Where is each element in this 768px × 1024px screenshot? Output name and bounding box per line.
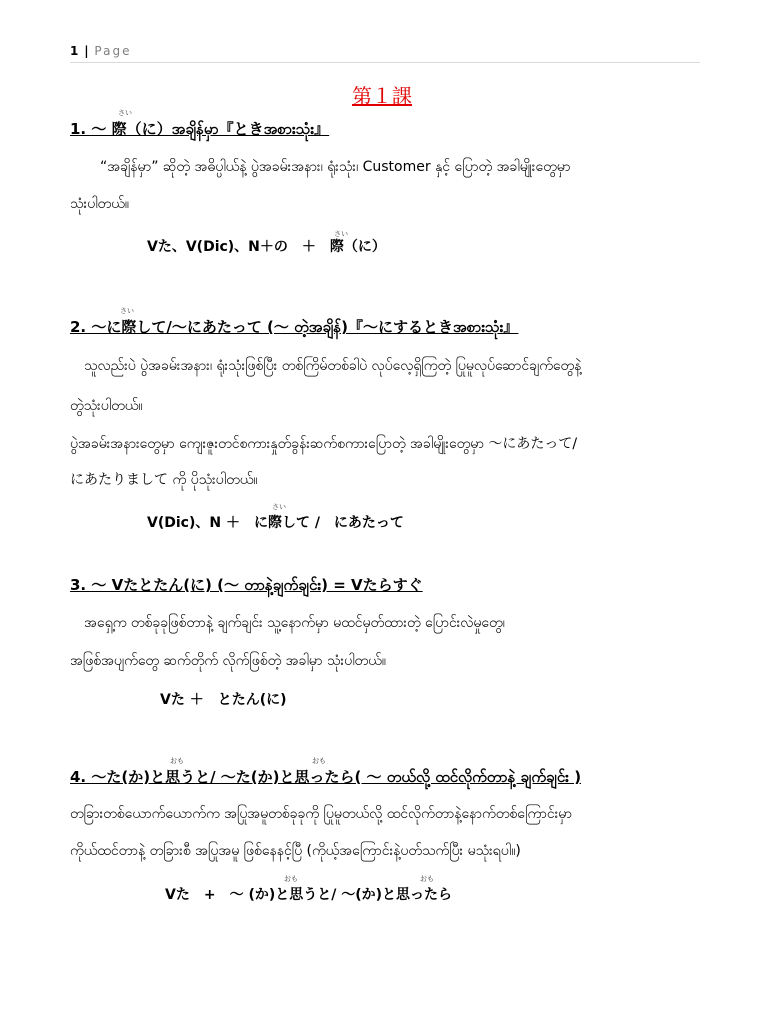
section-body-line: အရှေ့က တစ်ခုခုဖြစ်တာနဲ့ ချက်ချင်း သူ့နောက်မှာ မထင်မှတ်ထားတဲ့ ပြောင်းလဲမှုတွေ၊ bbox=[84, 615, 505, 631]
section-body-line: “အချိန်မှာ” ဆိုတဲ့ အဓိပ္ပါယ်နဲ့ ပွဲအခမ်းအနား၊ ရုံးသုံး၊ Customer နှင့် ပြောတဲ့ အခါမျိုးတွေမှာ bbox=[100, 159, 571, 175]
page-word: Page bbox=[94, 44, 132, 58]
section-heading: 4. 〜た(か)と思うと/ 〜た(か)と思ったら( 〜 တယ်လို့ ထင်လိုက်တာနဲ့ ချက်ချင်း ) bbox=[70, 768, 582, 786]
furigana: おも bbox=[284, 875, 298, 883]
page-number: 1 bbox=[70, 44, 79, 58]
section-body-line: သူလည်းပဲ ပွဲအခမ်းအနား၊ ရုံးသုံးဖြစ်ပြီး တစ်ကြိမ်တစ်ခါပဲ လုပ်လေ့ရှိကြတဲ့ ပြုမူလုပ်ဆောင်ချက်တွေနဲ့ bbox=[84, 358, 582, 374]
section-body-line: အဖြစ်အပျက်တွေ ဆက်တိုက် လိုက်ဖြစ်တဲ့ အခါမှာ သုံးပါတယ်။ bbox=[70, 653, 386, 669]
section-body-line: にあたりまして ကို ပိုသုံးပါတယ်။ bbox=[70, 472, 258, 488]
section-body-line: ကိုယ်ထင်တာနဲ့ တခြားစီ အပြုအမူ ဖြစ်နေနင့်ပြီ (ကိုယ့်အကြောင်းနဲ့ပတ်သက်ပြီး မသုံးရပါ။) bbox=[70, 843, 521, 859]
grammar-formula: Vた + 〜 (か)と思うと/ 〜(か)と思ったら bbox=[165, 887, 453, 903]
furigana: さい bbox=[334, 230, 348, 238]
furigana: さい bbox=[120, 307, 134, 315]
furigana: おも bbox=[420, 875, 434, 883]
lesson-title: 第１課 bbox=[352, 84, 412, 108]
furigana: さい bbox=[118, 109, 132, 117]
page-header bbox=[70, 44, 131, 58]
header-separator: | bbox=[84, 44, 89, 58]
section-heading: 1. 〜 際（に）အချိန်မှာ『ときအစားသုံး』 bbox=[70, 120, 330, 138]
grammar-formula: Vた、V(Dic)、N＋の ＋ 際（に） bbox=[147, 239, 386, 255]
section-body-line: ပွဲအခမ်းအနားတွေမှာ ကျေးဇူးတင်စကားနှုတ်ခွန်းဆက်စကားပြောတဲ့ အခါမျိုးတွေမှာ 〜にあたって/ bbox=[70, 436, 578, 452]
section-body-line: တွဲသုံးပါတယ်။ bbox=[70, 398, 143, 414]
furigana: おも bbox=[312, 757, 326, 765]
furigana: おも bbox=[170, 757, 184, 765]
header-rule bbox=[70, 62, 700, 63]
furigana: さい bbox=[272, 503, 286, 511]
section-body-line: သုံးပါတယ်။ bbox=[70, 196, 129, 212]
grammar-formula: Vた ＋ とたん(に) bbox=[160, 692, 287, 708]
section-heading: 2. 〜に際して/〜にあたって (〜 တဲ့အချိန်)『〜にするときအစားသုံး』 bbox=[70, 318, 519, 336]
grammar-formula: V(Dic)、N ＋ に際して / にあたって bbox=[147, 515, 404, 531]
section-body-line: တခြားတစ်ယောက်ယောက်က အပြုအမူတစ်ခုခုကို ပြုမူတယ်လို့ ထင်လိုက်တာနဲ့နောက်တစ်ကြောင်းမှာ bbox=[70, 806, 573, 822]
section-heading: 3. 〜 Vたとたん(に) (〜 တာနဲ့ချက်ချင်း) = Vたらすぐ bbox=[70, 576, 423, 594]
